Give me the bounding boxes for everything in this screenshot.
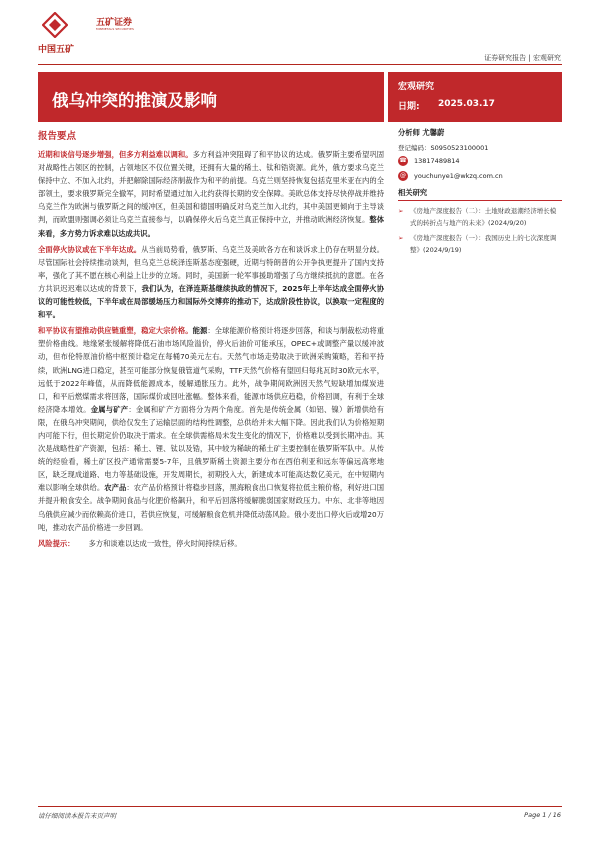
paragraph-heading: 近期和谈信号逐步增强，但多方利益难以调和。: [38, 150, 193, 159]
phone-icon: ☎: [399, 157, 407, 164]
company-logo: [38, 12, 134, 55]
parent-company-name: 中国五矿: [38, 45, 75, 55]
risk-warning: [38, 537, 384, 550]
risk-text: 多方和谈难以达成一致性，停火时间持续后移。: [88, 538, 242, 548]
minmetals-logo-icon: [42, 12, 68, 38]
related-research-item[interactable]: [398, 233, 562, 256]
paragraph-peace-signals: [38, 148, 384, 240]
subtopic-agriculture: 农产品: [104, 483, 127, 493]
paragraph-supply-chain: [38, 324, 384, 534]
related-research-link[interactable]: 《房地产深度报告（二）：土地财政退潮经济增长模式的转折点与地产的未来》(2024/9/20): [410, 207, 557, 227]
email-icon: @: [400, 172, 406, 179]
report-meta-banner: [388, 72, 562, 122]
analyst-email: [398, 172, 562, 187]
header-divider: [38, 64, 562, 65]
report-body: [38, 128, 384, 550]
page-number: Page 1 / 16: [524, 811, 561, 819]
phone-number: 13817489814: [414, 157, 460, 165]
paragraph-text: 多方利益冲突阻碍了和平协议的达成。俄罗斯主要希望巩固对战略性占领区的控制，占领地区不仅位置关键，还拥有大量的稀土、钛和锆资源。此外，俄方要求乌克兰保持中立、不加入北约，并把解除国际经济制裁作为和平的前提。乌克兰则坚持恢复包括克里米亚在内的全部领土，要求俄罗斯完全撤军，同时希望通过加入北约获得长期的安全保障。美欧总体支持尽快停战并维持乌克兰作为欧洲与俄罗斯之间的缓冲区，但美国和德国明确反对乌克兰加入北约，其中美国更倾向于主导谈判，而欧盟则强调必须让乌克兰直接参与，以确保停火后乌克兰真正保持中立，并推动欧洲经济恢复。: [38, 150, 384, 225]
report-category: 证券研究报告 | 宏观研究: [484, 54, 561, 62]
paragraph-heading: 全面停火协议或在下半年达成。: [38, 244, 142, 254]
certificate-label: 登记编码：: [398, 144, 431, 152]
paragraph-text: 从当前局势看，俄罗斯、乌克兰及美欧各方在和谈诉求上仍存在明显分歧。尽管国际社会持续推动谈判，但乌克兰总统泽连斯基态度强硬，近期与特朗普的公开争执更提升了国内支持率，强化了其不愿在核心利益上让步的立场。同时，美国新一轮军事援助增强了乌方继续抵抗的意愿。在各方共识迟迟难以达成的背景下，: [38, 244, 385, 293]
related-research-item[interactable]: [398, 206, 562, 229]
brand-name-cn: 五矿证券: [96, 18, 133, 28]
certificate: [398, 143, 562, 157]
paragraph-heading: 和平协议有望推动供应链重塑，稳定大宗价格。: [38, 326, 193, 336]
analyst-sidebar: [398, 128, 562, 260]
analyst-phone: [398, 157, 562, 172]
related-research-link[interactable]: 《房地产深度报告（一）：我国历史上的七次深度调整》(2024/9/19): [410, 234, 557, 254]
report-title: 俄乌冲突的推演及影响: [52, 91, 217, 110]
brand-name-en: MINMETALS SECURITIES: [96, 27, 134, 31]
section-title: 报告要点: [38, 131, 77, 142]
paragraph-text-metals: ：金属和矿产方面将分为两个角度。首先是传统金属（如铝、镍）新增供给有限，在俄乌冲突期间，供给仅发生了运输层面的结构性调整，总供给并未大幅下降。因此我们认为价格短期内可能下行，但长期定价仍取决于需求。在全球供需格局未发生变化的情况下，价格难以受到长期冲击。其次是战略性矿产资源，包括：稀土、锂、钛以及锆，其中较为稀缺的稀土矿主要控制在俄罗斯军队中。从传统的经验看，稀土矿区投产通常需要5-7年，且俄罗斯稀土资源主要分布在西伯利亚和远东等偏远高寒地区，缺乏现成道路、电力等基础设施，开发周期长，初期投入大，新建成本可能高达数亿美元，在中短期内难以影响全球供给。: [38, 404, 385, 493]
title-banner: [38, 72, 384, 122]
subtopic-energy: 能源: [192, 326, 208, 336]
paragraph-conclusion: 整体来看，多方势力诉求难以达成共识。: [38, 215, 385, 238]
certificate-number: S0950523100001: [430, 144, 489, 152]
footer-disclaimer: 请仔细阅读本报告末页声明: [38, 812, 116, 820]
paragraph-ceasefire: [38, 243, 384, 322]
subtopic-metals: 金属与矿产: [90, 404, 129, 414]
paragraph-conclusion: 我们认为，在泽连斯基继续执政的情况下，2025年上半年达成全面停火协议的可能性较低，下半年或在局部缓场压力和国际外交博弈的推动下，达成阶段性协议，以换取一定程度的和平。: [38, 283, 385, 320]
email-address[interactable]: youchunye1@wkzq.com.cn: [414, 172, 503, 180]
chevron-right-icon: ➢: [398, 234, 404, 243]
paragraph-text-agriculture: ：农产品价格预计将稳步回落，黑海粮食出口恢复将拉低主粮价格，利好进口国并提升粮食安全。战争期间食品与化肥价格飙升，和平后回落将缓解脆弱国家财政压力。中东、北非等地因乌俄供应减少而依赖高价进口，若供应恢复，可缓解粮食危机并降低动荡风险。俄小麦出口停火后或增20万吨，推动农产品价格进一步回调。: [38, 483, 385, 532]
related-research-heading: 相关研究: [398, 188, 562, 201]
risk-label: 风险提示：: [38, 538, 75, 548]
date-label: 日期:: [398, 102, 420, 112]
page-header: [0, 0, 595, 66]
report-type: 宏观研究: [398, 82, 435, 92]
analyst-name: 分析师 尤馨蔚: [398, 128, 445, 137]
paragraph-text-energy: ：全球能源价格预计将逐步回落，和谈与制裁松动将重塑价格曲线。地缘紧张缓解将降低石油市场风险溢价，停火后油价可能承压，OPEC+或调整产量以缓冲波动，但布伦特原油价格中枢预计稳定在每桶70美元左右。天然气市场走势取决于欧洲采购策略，若和平持续，欧洲LNG进口稳定，甚至可能部分恢复俄管道气采购，TTF天然气价格有望回归每兆瓦时30欧元水平，远低于2022年峰值，从而降低能源成本，缓解通胀压力。此外，战争期间欧洲因天然气短缺增加煤炭进口，和平后燃煤需求将回落，国际煤价或回吐涨幅。整体来看，能源市场供应趋稳，价格回调，有利于全球经济降本增效。: [38, 326, 385, 414]
footer-divider: [38, 806, 562, 807]
chevron-right-icon: ➢: [398, 207, 404, 215]
report-date: 2025.03.17: [438, 99, 495, 109]
